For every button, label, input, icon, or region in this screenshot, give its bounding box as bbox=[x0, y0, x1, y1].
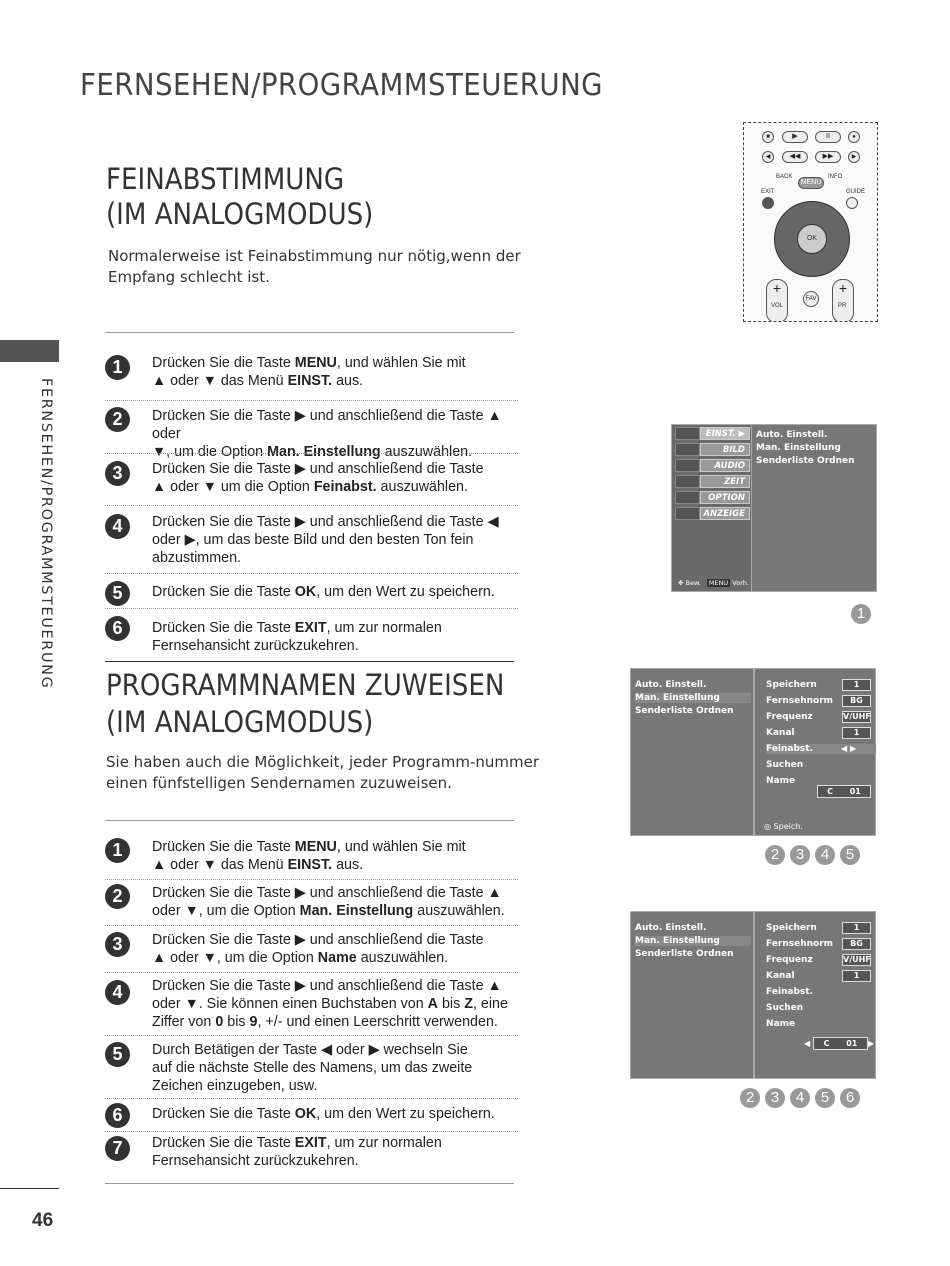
program-rocker-icon: + bbox=[832, 279, 854, 322]
osd2-callouts bbox=[760, 845, 860, 865]
rewind-button-icon: ◀◀ bbox=[782, 151, 808, 163]
section2-intro bbox=[106, 752, 539, 794]
menu-option[interactable]: Man. Einstellung bbox=[635, 693, 751, 703]
next-button-icon: ▶ bbox=[848, 151, 860, 163]
osd-footer bbox=[678, 579, 749, 587]
menu-option[interactable]: Senderliste Ordnen bbox=[635, 706, 734, 716]
sidebar-vertical-title: FERNSEHEN/PROGRAMMSTEUERUNG bbox=[38, 378, 54, 690]
callout-number: 4 bbox=[790, 1088, 810, 1108]
step-number: 2 bbox=[105, 407, 130, 432]
menu-option[interactable]: Man. Einstellung bbox=[635, 936, 751, 946]
step-separator bbox=[105, 1098, 518, 1099]
remote-back-label: BACK bbox=[776, 174, 793, 180]
setting-label[interactable]: Frequenz bbox=[766, 955, 813, 965]
page-header-title: FERNSEHEN/PROGRAMMSTEUERUNG bbox=[80, 68, 604, 103]
menu-tab[interactable]: BILD bbox=[700, 443, 750, 456]
remote-fav-label: FAV bbox=[803, 291, 819, 307]
step-text: Drücken Sie die Taste EXIT, um zur normalen Fernsehansicht zurückzukehren. bbox=[152, 1135, 442, 1169]
section2-top-rule bbox=[105, 820, 514, 821]
section2-bottom-rule bbox=[105, 1183, 514, 1184]
setting-value: 1 bbox=[842, 679, 871, 691]
step-text: Drücken Sie die Taste ▶ und anschließend die Taste ▲ oder ▼. Sie können einen Buchstaben von A bis Z, eine Ziffer von 0 bis 9, +/- und einen Leerschritt verwenden. bbox=[152, 978, 508, 1030]
sidebar-tab-marker bbox=[0, 340, 59, 362]
menu-tab[interactable]: OPTION bbox=[700, 491, 750, 504]
guide-button-icon bbox=[846, 197, 858, 209]
step-text: Drücken Sie die Taste ▶ und anschließend die Taste ▲ oder ▼ um die Option Feinabst. auszuwählen. bbox=[152, 461, 484, 495]
osd-manual-tuning-fine bbox=[630, 668, 876, 836]
remote-exit-label: EXIT bbox=[761, 189, 775, 195]
setting-label[interactable]: Speichern bbox=[766, 923, 817, 933]
menu-tab-icon bbox=[675, 475, 700, 488]
setting-value: 1 bbox=[842, 727, 871, 739]
step-number: 5 bbox=[105, 581, 130, 606]
step-text: Drücken Sie die Taste MENU, und wählen Sie mit ▲ oder ▼ das Menü EINST. aus. bbox=[152, 355, 466, 389]
step-text: Drücken Sie die Taste OK, um den Wert zu speichern. bbox=[152, 584, 495, 600]
step-text: Drücken Sie die Taste ▶ und anschließend die Taste ▲ oder ▼, um die Option Name auszuwählen. bbox=[152, 932, 484, 966]
section1-title-line2: (IM ANALOGMODUS) bbox=[106, 197, 374, 231]
callout-number: 1 bbox=[851, 604, 871, 624]
setting-value: BG bbox=[842, 938, 871, 950]
remote-menu-label: MENU bbox=[798, 177, 824, 189]
setting-label[interactable]: Fernsehnorm bbox=[766, 696, 834, 706]
menu-option[interactable]: Senderliste Ordnen bbox=[635, 949, 734, 959]
setting-label[interactable]: Name bbox=[766, 776, 796, 786]
section2-intro-line2: einen fünfstelligen Sendernamen zuzuweisen. bbox=[106, 774, 452, 792]
menu-option[interactable]: Auto. Einstell. bbox=[635, 680, 707, 690]
osd-footer-move: Bew. bbox=[685, 579, 701, 587]
step-separator bbox=[105, 573, 518, 574]
setting-label[interactable]: Suchen bbox=[766, 1003, 804, 1013]
step-separator bbox=[105, 453, 518, 454]
menu-tab-icon bbox=[675, 459, 700, 472]
setting-label[interactable]: Speichern bbox=[766, 680, 817, 690]
menu-tab-icon bbox=[675, 427, 700, 440]
step-separator bbox=[105, 505, 518, 506]
name-value-box: C 01 bbox=[817, 785, 871, 798]
step-separator bbox=[105, 1035, 518, 1036]
setting-value: V/UHF bbox=[843, 955, 871, 964]
step-separator bbox=[105, 879, 518, 880]
name-left-arrow: ◀ bbox=[804, 1039, 811, 1048]
menu-tab-icon bbox=[675, 443, 700, 456]
menu-tab[interactable]: ANZEIGE bbox=[700, 507, 750, 520]
menu-option[interactable]: Man. Einstellung bbox=[756, 443, 841, 453]
step-number: 4 bbox=[105, 514, 130, 539]
remote-info-label: INFO bbox=[828, 174, 843, 180]
remote-guide-label: GUIDE bbox=[846, 189, 866, 195]
step-text: Drücken Sie die Taste ▶ und anschließend die Taste ▲ oder ▼, um die Option Man. Einstellung auszuwählen. bbox=[152, 885, 505, 919]
remote-pr-label: PR bbox=[838, 303, 847, 309]
step-number: 1 bbox=[105, 838, 130, 863]
callout-number: 5 bbox=[815, 1088, 835, 1108]
menu-tab-icon bbox=[675, 491, 700, 504]
stop-button-icon: ■ bbox=[762, 131, 774, 143]
callout-number: 6 bbox=[840, 1088, 860, 1108]
menu-option[interactable]: Senderliste Ordnen bbox=[756, 456, 855, 466]
menu-tab-icon bbox=[675, 507, 700, 520]
section2-title bbox=[106, 668, 504, 740]
step-number: 3 bbox=[105, 461, 130, 486]
step-separator bbox=[105, 925, 518, 926]
exit-button-icon bbox=[762, 197, 774, 209]
volume-rocker-icon: + bbox=[766, 279, 788, 322]
osd-main-menu bbox=[671, 424, 877, 592]
setting-label[interactable]: Feinabst. bbox=[766, 987, 813, 997]
step-separator bbox=[105, 608, 518, 609]
menu-tab[interactable]: ZEIT bbox=[700, 475, 750, 488]
step-text: Drücken Sie die Taste OK, um den Wert zu speichern. bbox=[152, 1106, 495, 1122]
osd-save-label: Speich. bbox=[773, 822, 803, 831]
step-text: Drücken Sie die Taste ▶ und anschließend die Taste ▲ oder ▼, um die Option Man. Einstellung auszuwählen. bbox=[152, 408, 502, 460]
setting-value: 1 bbox=[842, 922, 871, 934]
step-number: 6 bbox=[105, 616, 130, 641]
menu-option[interactable]: Auto. Einstell. bbox=[635, 923, 707, 933]
section1-intro-line2: Empfang schlecht ist. bbox=[108, 268, 270, 286]
step-number: 1 bbox=[105, 355, 130, 380]
osd-divider bbox=[753, 669, 755, 835]
setting-value: 1 bbox=[842, 970, 871, 982]
setting-label[interactable]: Fernsehnorm bbox=[766, 939, 834, 949]
step-separator bbox=[105, 972, 518, 973]
osd-divider bbox=[753, 912, 755, 1078]
play-button-icon: ▶ bbox=[782, 131, 808, 143]
section1-title bbox=[106, 162, 373, 232]
menu-tab[interactable]: AUDIO bbox=[700, 459, 750, 472]
setting-label[interactable]: Kanal bbox=[766, 728, 795, 738]
step-separator bbox=[105, 400, 518, 401]
callout-number: 3 bbox=[765, 1088, 785, 1108]
name-value-box: C 01 bbox=[813, 1037, 868, 1050]
setting-label[interactable]: Suchen bbox=[766, 760, 804, 770]
step-text: Drücken Sie die Taste ▶ und anschließend die Taste ◀ oder ▶, um das beste Bild und den besten Ton fein abzustimmen. bbox=[152, 514, 499, 566]
menu-option[interactable]: Auto. Einstell. bbox=[756, 430, 828, 440]
setting-label[interactable]: Name bbox=[766, 1019, 796, 1029]
step-text: Drücken Sie die Taste MENU, und wählen Sie mit ▲ oder ▼ das Menü EINST. aus. bbox=[152, 839, 466, 873]
callout-number: 2 bbox=[740, 1088, 760, 1108]
step-separator bbox=[105, 1131, 518, 1132]
osd1-callouts bbox=[846, 604, 871, 624]
section-divider bbox=[105, 661, 514, 662]
step-number: 6 bbox=[105, 1103, 130, 1128]
pause-button-icon: II bbox=[815, 131, 841, 143]
setting-label[interactable]: Kanal bbox=[766, 971, 795, 981]
step-text: Drücken Sie die Taste EXIT, um zur normalen Fernsehansicht zurückzukehren. bbox=[152, 620, 442, 654]
step-number: 2 bbox=[105, 884, 130, 909]
section1-intro bbox=[108, 246, 521, 288]
prev-button-icon: ◀ bbox=[762, 151, 774, 163]
fine-tune-arrows: ◀ ▶ bbox=[841, 744, 857, 753]
move-icon: ✥ bbox=[678, 579, 684, 587]
step-number: 5 bbox=[105, 1042, 130, 1067]
callout-number: 4 bbox=[815, 845, 835, 865]
name-right-arrow: ▶ bbox=[868, 1039, 875, 1048]
step-number: 7 bbox=[105, 1136, 130, 1161]
osd-save-footer bbox=[764, 822, 803, 831]
setting-label[interactable]: Feinabst. bbox=[766, 744, 876, 754]
osd-footer-prev: Vorh. bbox=[732, 579, 749, 587]
setting-value: BG bbox=[842, 695, 871, 707]
step-number: 4 bbox=[105, 980, 130, 1005]
step-number: 3 bbox=[105, 932, 130, 957]
remote-control-illustration bbox=[743, 122, 878, 322]
page-number-rule bbox=[0, 1188, 59, 1189]
osd-manual-tuning-name bbox=[630, 911, 876, 1079]
ok-icon: ◎ bbox=[764, 822, 771, 831]
page-number: 46 bbox=[32, 1210, 54, 1231]
remote-vol-label: VOL bbox=[771, 303, 784, 309]
record-button-icon: ● bbox=[848, 131, 860, 143]
osd3-callouts bbox=[735, 1088, 860, 1108]
setting-value: V/UHF bbox=[843, 712, 871, 721]
osd-footer-menu: MENU bbox=[708, 579, 729, 587]
section2-intro-line1: Sie haben auch die Möglichkeit, jeder Programm-nummer bbox=[106, 753, 540, 771]
section1-title-line1: FEINABSTIMMUNG bbox=[106, 162, 345, 196]
remote-ok-label: OK bbox=[797, 224, 827, 254]
step-text: Durch Betätigen der Taste ◀ oder ▶ wechseln Sie auf die nächste Stelle des Namens, um das zweite Zeichen einzugeben, usw. bbox=[152, 1042, 473, 1094]
section1-intro-line1: Normalerweise ist Feinabstimmung nur nötig,wenn der bbox=[108, 247, 521, 265]
setting-label[interactable]: Frequenz bbox=[766, 712, 813, 722]
callout-number: 5 bbox=[840, 845, 860, 865]
dpad-icon bbox=[774, 201, 850, 277]
section2-title-line2: (IM ANALOGMODUS) bbox=[106, 705, 374, 739]
section2-title-line1: PROGRAMMNAMEN ZUWEISEN bbox=[106, 668, 505, 702]
section1-top-rule bbox=[105, 332, 514, 333]
callout-number: 2 bbox=[765, 845, 785, 865]
callout-number: 3 bbox=[790, 845, 810, 865]
menu-tab[interactable]: EINST. ▶ bbox=[700, 427, 750, 440]
forward-button-icon: ▶▶ bbox=[815, 151, 841, 163]
